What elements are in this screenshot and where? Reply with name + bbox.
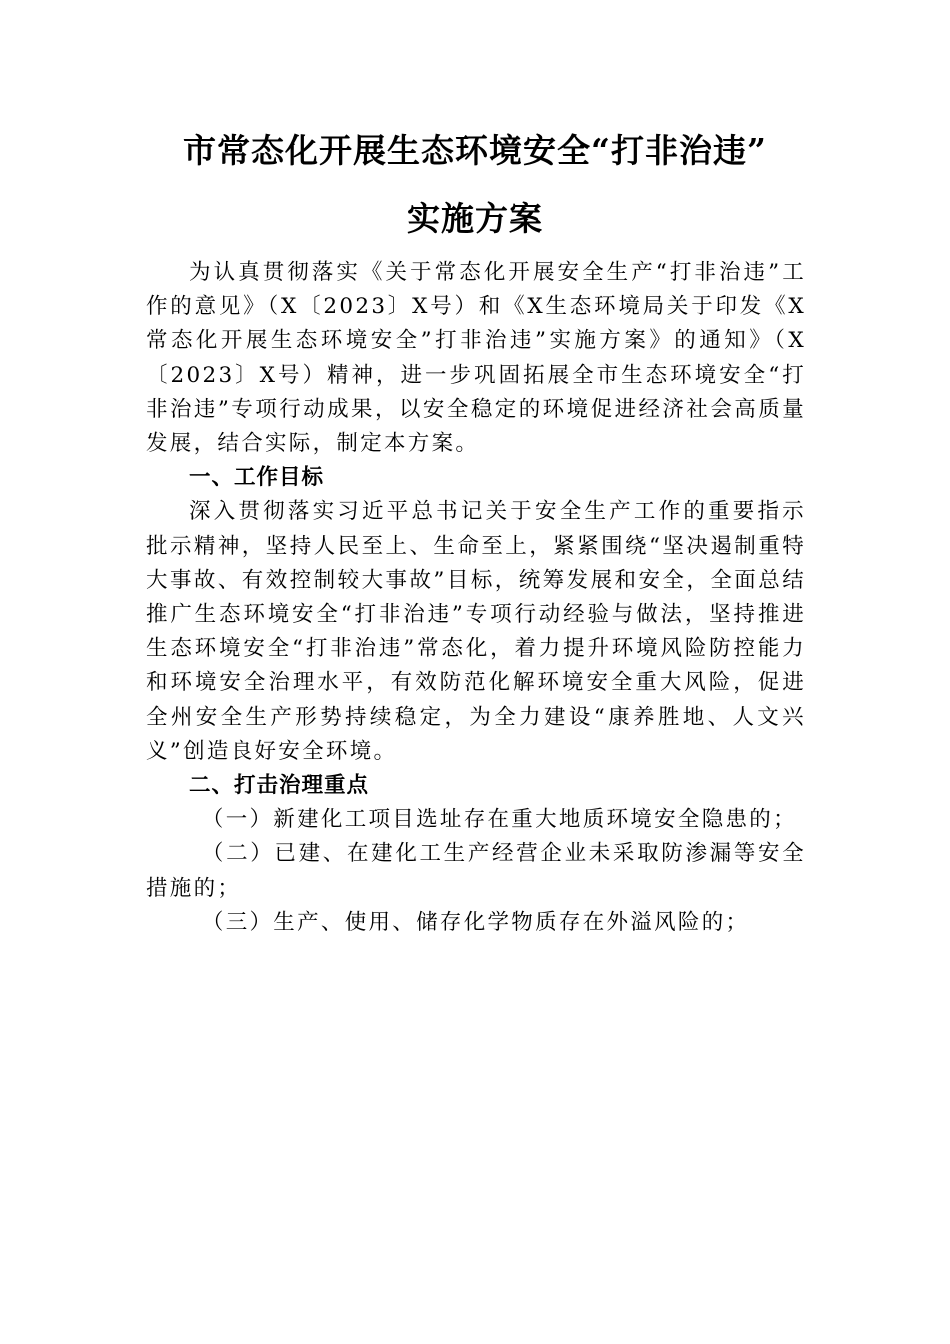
section2-item: （一）新建化工项目选址存在重大地质环境安全隐患的；: [201, 807, 797, 833]
section1-heading: 一、工作目标: [189, 465, 325, 491]
section2-heading: 二、打击治理重点: [189, 773, 370, 799]
document-title-line1: 市常态化开展生态环境安全“打非治违”: [183, 131, 767, 170]
section2-item: （二）已建、在建化工生产经营企业未采取防渗漏等安全措施的；: [146, 841, 806, 901]
section1-paragraph: 深入贯彻落实习近平总书记关于安全生产工作的重要指示批示精神，坚持人民至上、生命至上，紧紧围绕“坚决遏制重特大事故、有效控制较大事故”目标，统筹发展和安全，全面总结推广生态环境安全“打非治违”专项行动经验与做法，坚持推进生态环境安全“打非治违”常态化，着力提升环境风险防控能力和环境安全治理水平，有效防范化解环境安全重大风险，促进全州安全生产形势持续稳定，为全力建设“康养胜地、人文兴义”创造良好安全环境。: [146, 499, 806, 764]
document-title-line2: 实施方案: [407, 199, 543, 238]
section2-item: （三）生产、使用、储存化学物质存在外溢风险的；: [201, 909, 750, 935]
intro-paragraph: 为认真贯彻落实《关于常态化开展安全生产“打非治违”工作的意见》（X〔2023〕X号）和《X生态环境局关于印发《X常态化开展生态环境安全”打非治违”实施方案》的通知》（X〔2023〕X号）精神，进一步巩固拓展全市生态环境安全“打非治违”专项行动成果，以安全稳定的环境促进经济社会高质量发展，结合实际，制定本方案。: [146, 260, 806, 457]
document-body: [146, 256, 806, 940]
